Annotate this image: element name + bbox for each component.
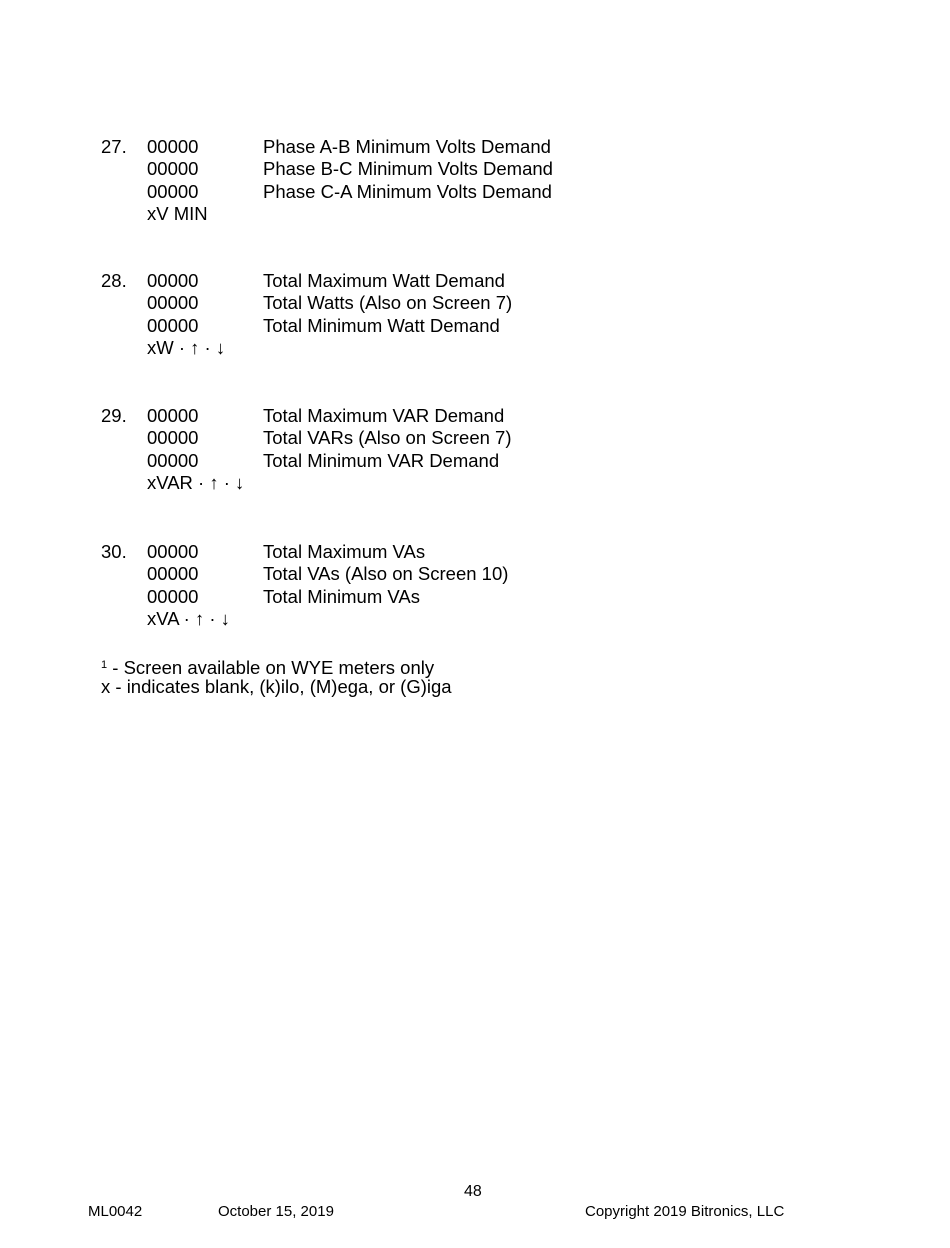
display-value: 00000 (147, 405, 199, 426)
display-value: 00000 (147, 563, 199, 585)
display-value: 00000 (147, 270, 199, 291)
display-description: Total Watts (Also on Screen 7) (263, 292, 513, 314)
legend-note: x - indicates blank, (k)ilo, (M)ega, or (G)iga (101, 676, 452, 698)
display-description: Total Minimum VAR Demand (263, 449, 500, 471)
display-description: Total Maximum VAR Demand (263, 405, 505, 426)
display-unit: xV MIN (147, 203, 208, 225)
doc-id: ML0042 (88, 1203, 143, 1220)
screen-number: 28. (101, 270, 127, 291)
display-value: 00000 (147, 136, 199, 157)
display-description: Total Minimum VAs (263, 585, 420, 607)
display-value: 00000 (147, 541, 199, 562)
footnote-text: - Screen available on WYE meters only (107, 657, 435, 678)
display-value: 00000 (147, 427, 199, 449)
display-value: 00000 (147, 180, 199, 202)
display-unit: xW · ↑ · ↓ (147, 337, 226, 359)
display-description: Phase C-A Minimum Volts Demand (263, 180, 552, 202)
display-description: Phase A-B Minimum Volts Demand (263, 136, 551, 157)
display-unit: xVAR · ↑ · ↓ (147, 472, 245, 494)
copyright: Copyright 2019 Bitronics, LLC (585, 1203, 785, 1220)
display-value: 00000 (147, 585, 199, 607)
page-number: 48 (464, 1183, 482, 1200)
screen-number: 27. (101, 136, 127, 157)
display-description: Total VAs (Also on Screen 10) (263, 563, 509, 585)
footnote (101, 654, 452, 676)
display-description: Total Minimum Watt Demand (263, 314, 500, 336)
notes-section (101, 654, 452, 699)
display-value: 00000 (147, 158, 199, 180)
display-description: Phase B-C Minimum Volts Demand (263, 158, 553, 180)
display-value: 00000 (147, 449, 199, 471)
display-value: 00000 (147, 292, 199, 314)
display-value: 00000 (147, 314, 199, 336)
screen-number: 30. (101, 541, 127, 562)
display-description: Total Maximum Watt Demand (263, 270, 505, 291)
footnote-mark: 1 (101, 659, 108, 671)
display-unit: xVA · ↑ · ↓ (147, 608, 230, 630)
display-description: Total VARs (Also on Screen 7) (263, 427, 512, 449)
doc-date: October 15, 2019 (218, 1203, 334, 1220)
display-description: Total Maximum VAs (263, 541, 426, 562)
screen-number: 29. (101, 405, 127, 426)
